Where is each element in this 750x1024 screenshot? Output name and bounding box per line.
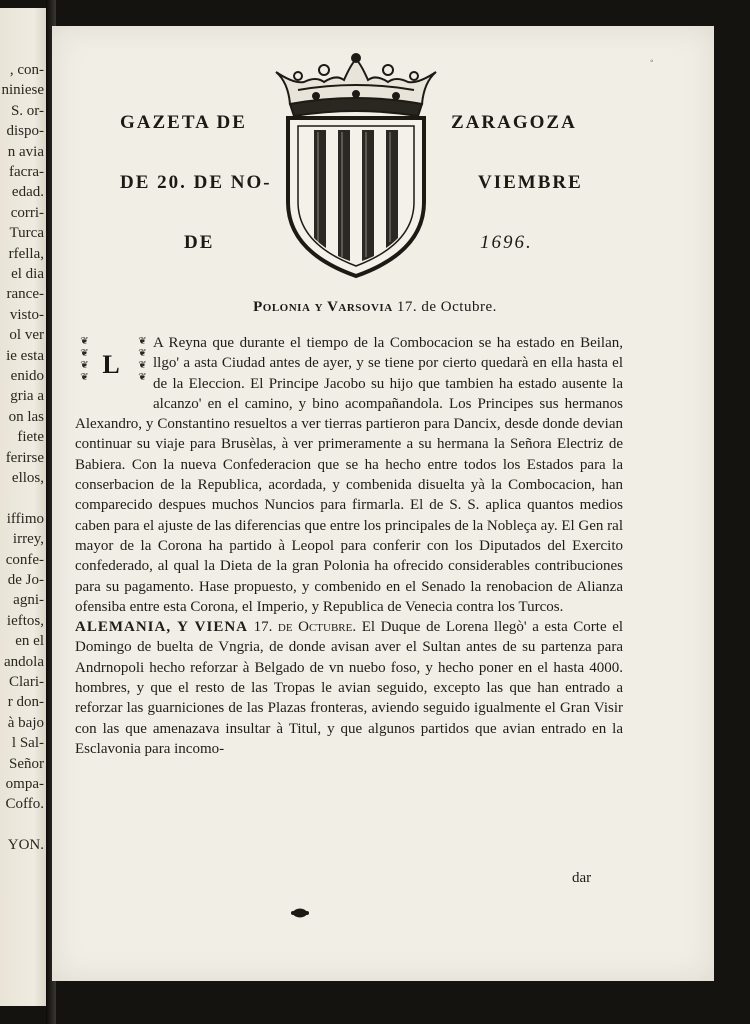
ornament-border-right-icon: ❦❦❦❦ bbox=[137, 336, 148, 384]
facing-page-line: ie esta bbox=[6, 347, 44, 364]
facing-page-line: n avia bbox=[7, 143, 44, 160]
facing-page-line: enido bbox=[10, 368, 44, 384]
facing-page-line: confe- bbox=[5, 551, 44, 568]
facing-page-line: en el bbox=[15, 633, 44, 650]
facing-page-line: ellos, bbox=[11, 470, 44, 486]
facing-page-edge bbox=[0, 8, 48, 1006]
facing-page-line: iffimo bbox=[6, 510, 44, 527]
masthead-year: 1696. bbox=[480, 232, 533, 253]
catchword: dar bbox=[572, 870, 592, 886]
facing-page-line: ol ver bbox=[9, 327, 44, 344]
facing-page-line: , con- bbox=[9, 62, 44, 78]
masthead-month: VIEMBRE bbox=[478, 172, 583, 193]
facing-page-line: Turca bbox=[9, 225, 44, 242]
facing-page-line: dispo- bbox=[6, 123, 44, 140]
facing-page-line: agni- bbox=[13, 592, 44, 609]
facing-page-line: l Sal- bbox=[11, 735, 44, 752]
facing-page-line: S. or- bbox=[10, 102, 44, 119]
facing-page-line: niniese bbox=[1, 82, 44, 99]
facing-page-line: ferirse bbox=[5, 449, 44, 466]
drop-cap: L bbox=[102, 349, 120, 379]
dateline-place: Polonia y Varsovia bbox=[253, 299, 393, 315]
section-heading-alemania: ALEMANIA, Y VIENA bbox=[75, 619, 249, 636]
facing-page-line: el dia bbox=[11, 266, 44, 282]
facing-page-line: Coffo. bbox=[5, 796, 44, 813]
dateline-date: 17. de Octubre. bbox=[396, 299, 497, 315]
facing-page-line: YON. bbox=[7, 837, 44, 854]
facing-page-line: rance- bbox=[6, 286, 44, 303]
fleuron-icon bbox=[290, 906, 310, 920]
facing-page-line: fiete bbox=[17, 429, 44, 446]
facing-page-line: corri- bbox=[10, 204, 44, 221]
facing-page-line: à bajo bbox=[7, 714, 44, 731]
facing-page-line: r don- bbox=[7, 694, 44, 711]
facing-page-line: Señor bbox=[9, 755, 44, 772]
facing-page-line: on las bbox=[8, 408, 44, 425]
facing-page-line: rfella, bbox=[8, 245, 44, 262]
masthead-zaragoza: ZARAGOZA bbox=[451, 112, 577, 133]
facing-page-line: gria a bbox=[10, 388, 44, 405]
facing-page-line: ompa- bbox=[5, 776, 44, 792]
facing-page-line: ieftos, bbox=[6, 612, 44, 629]
masthead-de: DE bbox=[184, 232, 215, 253]
article-body bbox=[75, 333, 623, 759]
page-corner-mark: ◦ bbox=[650, 56, 654, 67]
facing-page-line: edad. bbox=[11, 184, 44, 201]
facing-page-line: andola bbox=[4, 653, 44, 670]
drop-cap-ornament bbox=[75, 336, 147, 394]
masthead-gazeta: GAZETA DE bbox=[120, 112, 247, 133]
facing-page-line: irrey, bbox=[12, 531, 44, 548]
coat-of-arms-icon bbox=[268, 52, 444, 280]
masthead-date-day: DE 20. DE NO- bbox=[120, 172, 272, 193]
dateline bbox=[70, 299, 680, 316]
facing-page-line: Clari- bbox=[9, 674, 44, 690]
section-date-alemania: 17. de Octubre. bbox=[253, 619, 357, 636]
ornament-border-left-icon: ❦❦❦❦ bbox=[79, 336, 90, 384]
facing-page-line: de Jo- bbox=[7, 572, 44, 588]
facing-page-line: visto- bbox=[9, 306, 44, 323]
facing-page-line: facra- bbox=[9, 164, 44, 180]
paragraph-alemania: El Duque de Lorena llegò' a esta Corte el Domingo de buelta de Vngria, de donde avisan aver el Sultan antes de su partenza para Andrnopoli hecho reforzar à Belgado de vn nuebo foso, y hecho poner en el hasta 4000. hombres, y que el resto de las Tropas le avian seguido, excepto las que han entrado a reforzar las guarniciones de las Plazas fronteras, aviendo seguido igualmente el Gran Visir con las que amenazava insultar à Titul, y que algunos partidos que avian entrado en la Esclavonia para incomo- bbox=[75, 619, 624, 757]
paragraph-polonia: A Reyna que durante el tiempo de la Combocacion se ha estado en Beilan, llgo' a asta Ciudad antes de ayer, y se tiene por cierto quedarà en ella hasta el de la Eleccion. El Principe Jacobo su hijo que tambien ha estado ausente la alcanzo' en el camino, y bino acompañandola. Los Principes sus hermanos Alexandro, y Constantino resueltos a ver tierras partieron para Dancix, desde donde devian continuar su viaje para Brusèlas, à ver primeramente a su hermana la Señora Electriz de Babiera. Con la nueva Confederacion que se ha hecho entre todos los Estados para la conserbacion de la Republica, acordada, y combenida disuelta yà la Combocacion, han comparecido despues muchos Nuncios para firmarla. El de S. S. aplica quantos medios caben para el ajuste de las diferencias que entre los principales de la Nobleça ay. El Gen ral mayor de la Corona ha partido à Leopol para conferir con los Diputados del Exercito confederado, al qual la Dieta de la gran Polonia ha ofrecido considerables contribuciones para su pagamento. Hase propuesto, y combenido en el Senado la renobacion de Alianza ofensiba entre esta Corona, el Imperio, y Republica de Venecia contra los Turcos. bbox=[75, 335, 623, 615]
